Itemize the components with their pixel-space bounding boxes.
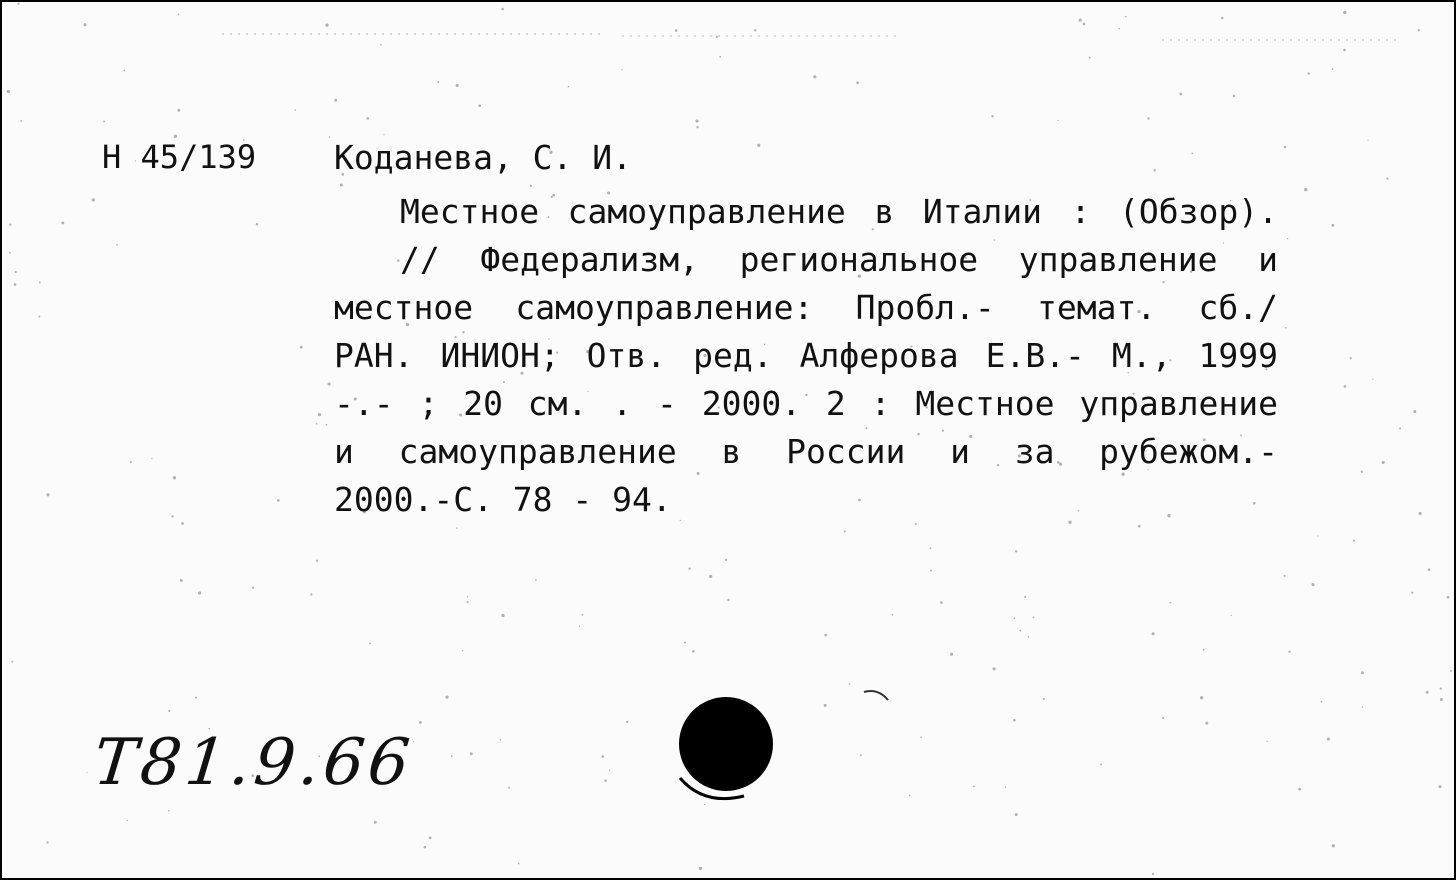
paper-speck	[1284, 575, 1286, 577]
paper-speck	[9, 224, 11, 226]
paper-speck	[168, 810, 170, 812]
paper-speck	[1426, 691, 1429, 694]
paper-speck	[437, 81, 439, 83]
paper-speck	[180, 579, 183, 582]
paper-speck	[83, 23, 86, 26]
paper-speck	[462, 650, 463, 651]
paper-speck	[294, 109, 296, 111]
paper-speck	[15, 271, 17, 273]
paper-speck	[1413, 410, 1416, 413]
paper-speck	[1027, 636, 1029, 638]
paper-speck	[329, 136, 330, 137]
source-line-2: местное самоуправление: Пробл.- темат. сб./	[334, 288, 1278, 327]
paper-speck	[1253, 502, 1256, 505]
paper-speck	[467, 601, 469, 603]
paper-speck	[310, 593, 312, 595]
paper-speck	[1221, 17, 1224, 20]
paper-speck	[1321, 701, 1323, 703]
paper-speck	[621, 69, 622, 70]
paper-speck	[467, 596, 468, 597]
paper-speck	[824, 704, 827, 707]
punch-hole-icon	[674, 696, 786, 808]
paper-speck	[1343, 49, 1346, 52]
paper-speck	[1152, 873, 1154, 875]
paper-speck	[252, 587, 254, 589]
paper-speck	[568, 86, 569, 87]
paper-speck	[1100, 763, 1102, 765]
paper-speck	[609, 770, 610, 771]
paper-speck	[695, 119, 698, 122]
paper-speck	[518, 863, 520, 865]
paper-speck	[46, 841, 48, 843]
paper-speck	[530, 185, 532, 187]
paper-speck	[168, 710, 170, 712]
paper-speck	[508, 787, 510, 789]
paper-speck	[340, 184, 343, 187]
paper-speck	[61, 221, 64, 224]
paper-speck	[1298, 788, 1301, 791]
paper-speck	[1382, 461, 1385, 464]
paper-speck	[419, 721, 422, 724]
paper-speck	[1019, 630, 1021, 632]
paper-speck	[500, 739, 502, 741]
paper-speck	[334, 99, 337, 102]
paper-speck	[688, 568, 690, 570]
paper-speck	[7, 90, 10, 93]
paper-speck	[1367, 140, 1368, 141]
paper-speck	[103, 120, 105, 122]
paper-speck	[195, 697, 197, 699]
paper-speck	[318, 413, 321, 416]
paper-speck	[478, 104, 481, 107]
paper-speck	[38, 316, 40, 318]
paper-speck	[1153, 169, 1155, 171]
paper-speck	[173, 476, 176, 479]
paper-speck	[86, 772, 87, 773]
paper-speck	[684, 642, 686, 644]
paper-speck	[1350, 357, 1352, 359]
paper-speck	[383, 134, 384, 135]
paper-speck	[716, 36, 718, 38]
paper-speck	[1233, 95, 1236, 98]
paper-speck	[300, 346, 303, 349]
paper-speck	[757, 144, 760, 147]
paper-speck	[1343, 11, 1346, 14]
paper-speck	[198, 591, 201, 594]
paper-speck	[1162, 281, 1164, 283]
paper-speck	[1332, 68, 1334, 70]
paper-speck	[424, 846, 427, 849]
title-line: Местное самоуправление в Италии : (Обзор).	[400, 192, 1278, 231]
paper-speck	[325, 23, 328, 26]
paper-speck	[366, 117, 369, 120]
paper-speck	[1450, 670, 1452, 672]
paper-speck	[915, 523, 917, 525]
paper-speck	[1439, 785, 1442, 788]
paper-speck	[1327, 737, 1330, 740]
paper-speck	[993, 667, 996, 670]
paper-speck	[1362, 706, 1364, 708]
paper-speck	[697, 472, 700, 475]
ink-tick-mark	[862, 686, 892, 706]
paper-speck	[719, 56, 721, 58]
paper-speck	[950, 653, 953, 656]
paper-speck	[429, 837, 432, 840]
paper-speck	[1311, 583, 1314, 586]
paper-speck	[849, 683, 851, 685]
paper-speck	[601, 755, 604, 758]
paper-speck	[626, 721, 628, 723]
paper-speck	[1372, 378, 1373, 379]
paper-speck	[1014, 617, 1016, 619]
paper-speck	[256, 223, 259, 226]
paper-speck	[1005, 786, 1006, 787]
paper-speck	[17, 3, 19, 5]
paper-speck	[909, 794, 911, 796]
paper-speck	[824, 634, 827, 637]
paper-speck	[813, 75, 816, 78]
paper-speck	[581, 614, 583, 616]
paper-speck	[1307, 72, 1309, 74]
paper-speck	[604, 779, 607, 782]
paper-speck	[178, 14, 179, 15]
paper-speck	[1083, 23, 1086, 26]
paper-speck	[1418, 29, 1420, 31]
paper-speck	[844, 530, 846, 532]
paper-speck	[892, 614, 893, 615]
paper-speck	[579, 626, 580, 627]
paper-speck	[1411, 592, 1413, 594]
source-line-1: // Федерализм, региональное управление и	[400, 240, 1278, 279]
paper-speck	[1079, 19, 1082, 22]
paper-speck	[860, 754, 862, 756]
paper-speck	[940, 601, 943, 604]
paper-speck	[1386, 177, 1388, 179]
paper-speck	[727, 599, 729, 601]
paper-speck	[1287, 238, 1288, 239]
paper-speck	[1344, 385, 1347, 388]
paper-speck	[92, 198, 95, 201]
paper-speck	[1361, 470, 1363, 472]
paper-speck	[1266, 741, 1267, 742]
paper-speck	[1331, 224, 1334, 227]
paper-speck	[316, 423, 318, 425]
paper-speck	[1152, 632, 1155, 635]
paper-speck	[1167, 514, 1170, 517]
paper-speck	[462, 331, 464, 333]
paper-speck	[535, 579, 537, 581]
paper-speck	[9, 252, 11, 254]
paper-speck	[1015, 813, 1018, 816]
paper-speck	[1138, 525, 1141, 528]
paper-speck	[1203, 649, 1205, 651]
paper-speck	[14, 283, 17, 286]
paper-speck	[501, 614, 504, 617]
paper-speck	[445, 696, 448, 699]
paper-speck	[316, 560, 318, 562]
paper-speck	[451, 755, 453, 757]
paper-speck	[692, 650, 695, 653]
paper-speck	[277, 499, 280, 502]
paper-speck	[369, 642, 371, 644]
paper-speck	[1015, 550, 1017, 552]
paper-speck	[1399, 427, 1401, 429]
paper-speck	[20, 120, 22, 122]
paper-speck	[1179, 93, 1182, 96]
paper-speck	[374, 821, 377, 824]
paper-speck	[46, 493, 49, 496]
paper-speck	[1089, 57, 1091, 59]
paper-speck	[1284, 146, 1287, 149]
author-heading: Коданева, С. И.	[334, 138, 633, 177]
paper-speck	[725, 559, 727, 561]
paper-speck	[1317, 535, 1318, 536]
paper-speck	[930, 547, 932, 549]
paper-speck	[1230, 615, 1231, 616]
paper-speck	[675, 29, 678, 32]
paper-speck	[1033, 617, 1035, 619]
paper-speck	[973, 785, 975, 787]
paper-speck	[1285, 327, 1287, 329]
paper-speck	[858, 499, 861, 502]
source-line-5: и самоуправление в России и за рубежом.-	[334, 432, 1278, 471]
paper-speck	[1361, 671, 1364, 674]
paper-speck	[1419, 512, 1422, 515]
paper-speck	[930, 569, 932, 571]
paper-speck	[865, 427, 867, 429]
handwritten-shelf-mark: Т81.9.66	[90, 726, 417, 800]
paper-speck	[709, 575, 712, 578]
paper-speck	[1332, 844, 1335, 847]
paper-speck	[1440, 687, 1442, 689]
paper-speck	[1447, 596, 1450, 599]
paper-speck	[1078, 510, 1079, 511]
paper-speck	[991, 115, 993, 117]
paper-speck	[127, 820, 128, 821]
paper-speck	[39, 282, 41, 284]
paper-speck	[328, 382, 331, 385]
paper-speck	[503, 381, 505, 383]
paper-speck	[1200, 696, 1203, 699]
paper-speck	[1121, 473, 1124, 476]
paper-speck	[1288, 651, 1290, 653]
paper-speck	[1068, 521, 1071, 524]
paper-speck	[151, 458, 152, 459]
paper-speck	[1440, 698, 1443, 701]
paper-speck	[1118, 28, 1119, 29]
paper-speck	[130, 461, 132, 463]
source-line-3: РАН. ИНИОН; Отв. ред. Алферова Е.В.- М., 1999	[334, 336, 1278, 375]
paper-speck	[1057, 120, 1058, 121]
paper-speck	[1205, 722, 1208, 725]
pages-line: 2000.-С. 78 - 94.	[334, 480, 672, 519]
paper-speck	[1304, 188, 1307, 191]
paper-speck	[456, 84, 459, 87]
paper-speck	[456, 527, 458, 529]
paper-speck	[11, 661, 13, 663]
paper-speck	[1169, 602, 1171, 604]
paper-speck	[1353, 540, 1355, 542]
paper-speck	[1428, 568, 1431, 571]
paper-speck	[326, 424, 328, 426]
paper-speck	[699, 867, 702, 870]
paper-speck	[920, 736, 922, 738]
paper-speck	[856, 81, 859, 84]
paper-speck	[171, 515, 173, 517]
paper-speck	[1147, 117, 1149, 119]
paper-speck	[116, 244, 118, 246]
paper-speck	[1191, 153, 1193, 155]
paper-speck	[1024, 596, 1026, 598]
paper-speck	[1162, 717, 1164, 719]
paper-speck	[501, 8, 504, 11]
call-number: Н 45/139	[102, 138, 257, 176]
paper-speck	[1013, 719, 1016, 722]
source-line-4: -.- ; 20 см. . - 2000. 2 : Местное управление	[334, 384, 1278, 423]
paper-speck	[1125, 16, 1127, 18]
paper-speck	[177, 109, 180, 112]
paper-speck	[1043, 698, 1045, 700]
paper-speck	[181, 522, 184, 525]
paper-speck	[380, 44, 382, 46]
paper-speck	[680, 520, 681, 521]
paper-speck	[124, 69, 126, 71]
paper-speck	[470, 752, 473, 755]
paper-speck	[754, 29, 756, 31]
paper-speck	[696, 126, 698, 128]
